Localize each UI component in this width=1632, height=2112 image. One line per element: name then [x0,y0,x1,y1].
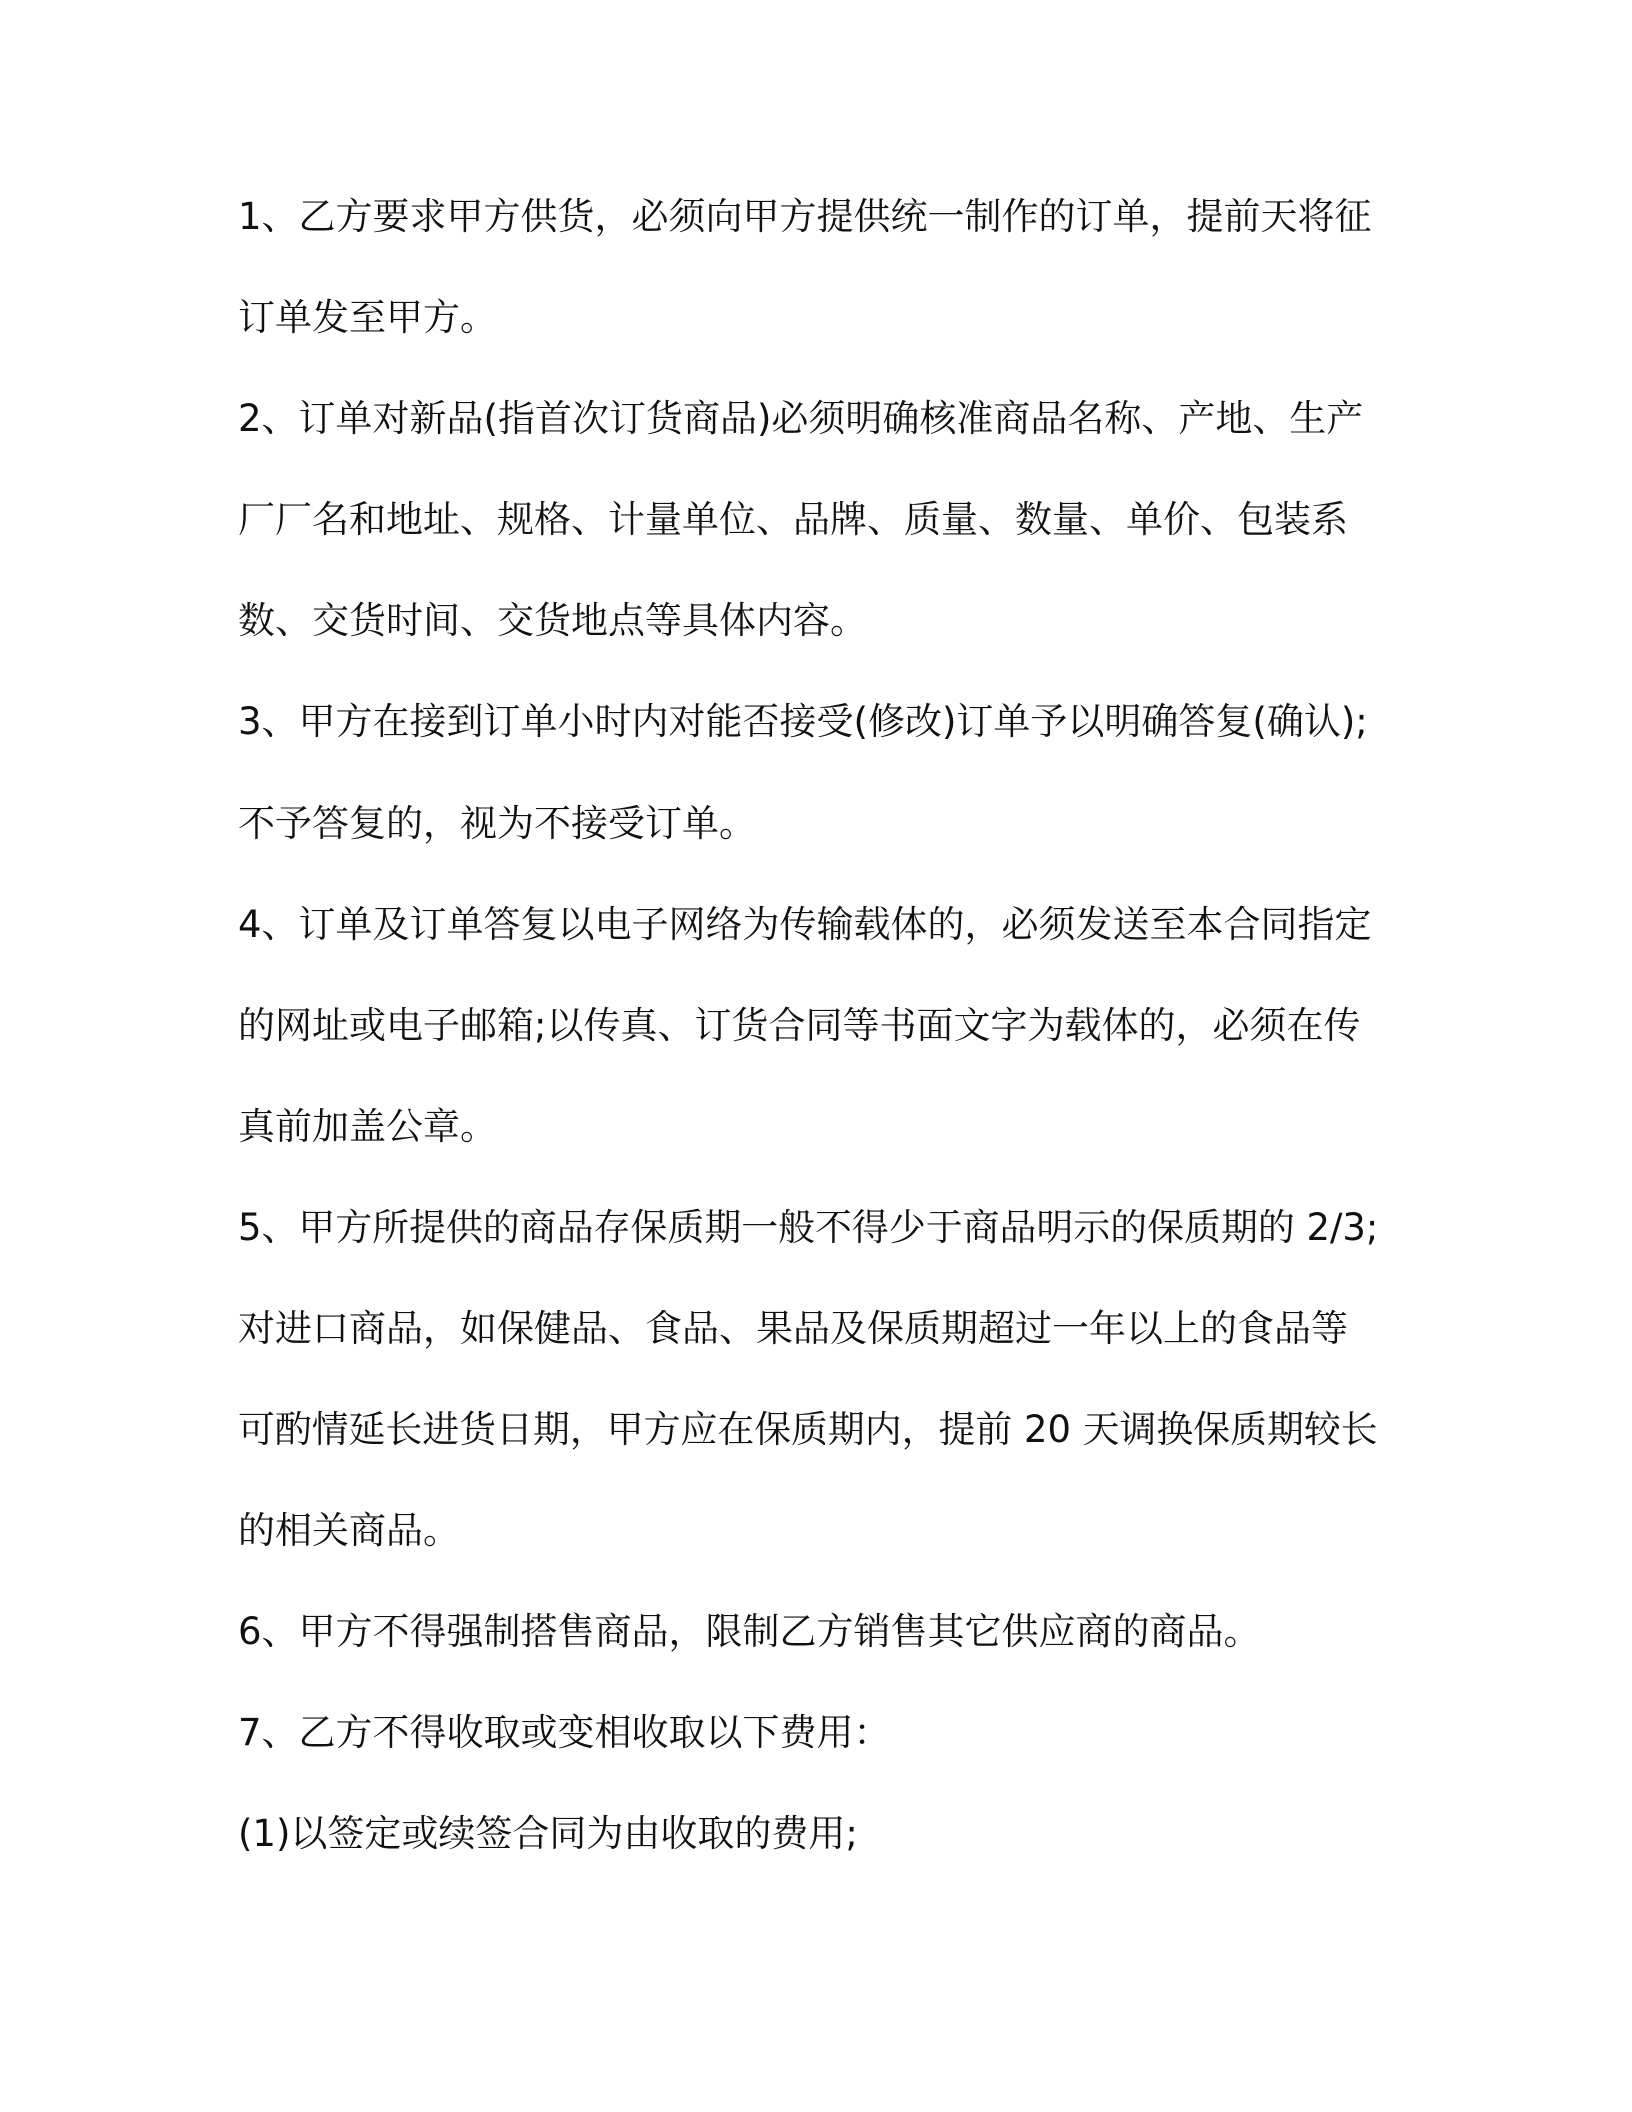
text-line: 厂厂名和地址、规格、计量单位、品牌、质量、数量、单价、包装系 [238,498,1348,541]
text-line: 不予答复的，视为不接受订单。 [238,802,756,845]
text-line: 2、订单对新品(指首次订货商品)必须明确核准商品名称、产地、生产 [238,397,1364,440]
text-line: 的网址或电子邮箱;以传真、订货合同等书面文字为载体的，必须在传 [238,1004,1361,1047]
text-line: 订单发至甲方。 [238,296,497,339]
text-line: 对进口商品，如保健品、食品、果品及保质期超过一年以上的食品等 [238,1307,1348,1350]
text-line: 数、交货时间、交货地点等具体内容。 [238,599,867,642]
text-line: 5、甲方所提供的商品存保质期一般不得少于商品明示的保质期的 2/3; [238,1206,1379,1249]
text-line: 的相关商品。 [238,1509,460,1552]
text-line: (1)以签定或续签合同为由收取的费用; [238,1812,858,1855]
text-line: 4、订单及订单答复以电子网络为传输载体的，必须发送至本合同指定 [238,903,1372,946]
text-line: 7、乙方不得收取或变相收取以下费用： [238,1711,891,1754]
text-line: 3、甲方在接到订单小时内对能否接受(修改)订单予以明确答复(确认); [238,700,1368,743]
text-line: 真前加盖公章。 [238,1105,497,1148]
text-line: 1、乙方要求甲方供货，必须向甲方提供统一制作的订单，提前天将征 [238,195,1372,238]
text-line: 可酌情延长进货日期，甲方应在保质期内，提前 20 天调换保质期较长 [238,1408,1378,1451]
text-line: 6、甲方不得强制搭售商品，限制乙方销售其它供应商的商品。 [238,1610,1261,1653]
